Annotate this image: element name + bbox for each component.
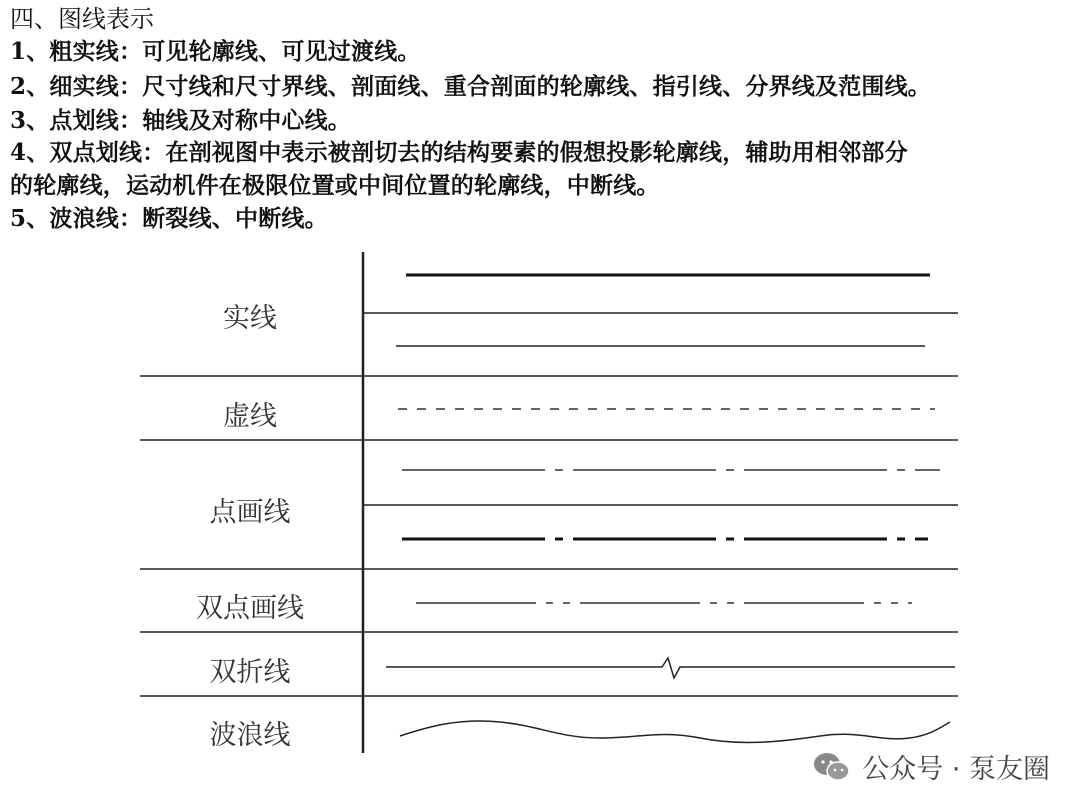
watermark (812, 747, 1050, 786)
item-4-continued: 的轮廓线，运动机件在极限位置或中间位置的轮廓线，中断线。 (10, 172, 660, 199)
item-1: 1、粗实线：可见轮廓线、可见过渡线。 (10, 38, 421, 65)
watermark-text: 公众号 · 泵友圈 (862, 754, 1050, 785)
row-label-wavy: 波浪线 (209, 720, 291, 751)
item-3: 3、点划线：轴线及对称中心线。 (10, 107, 352, 134)
row-label-double-dash-dot: 双点画线 (196, 593, 304, 624)
row-label-break: 双折线 (209, 657, 291, 688)
wechat-icon (812, 751, 852, 783)
row-label-solid: 实线 (223, 303, 277, 334)
item-2: 2、细实线：尺寸线和尺寸界线、剖面线、重合剖面的轮廓线、指引线、分界线及范围线。 (10, 73, 932, 100)
row-label-dash-dot: 点画线 (209, 497, 291, 528)
break-line-sample (386, 658, 955, 678)
wavy-line-sample (400, 721, 950, 743)
row-label-dashed: 虚线 (223, 401, 277, 432)
item-4: 4、双点划线：在剖视图中表示被剖切去的结构要素的假想投影轮廓线，辅助用相邻部分 (10, 139, 908, 166)
section-title: 四、图线表示 (10, 5, 154, 33)
item-5: 5、波浪线：断裂线、中断线。 (10, 205, 328, 232)
